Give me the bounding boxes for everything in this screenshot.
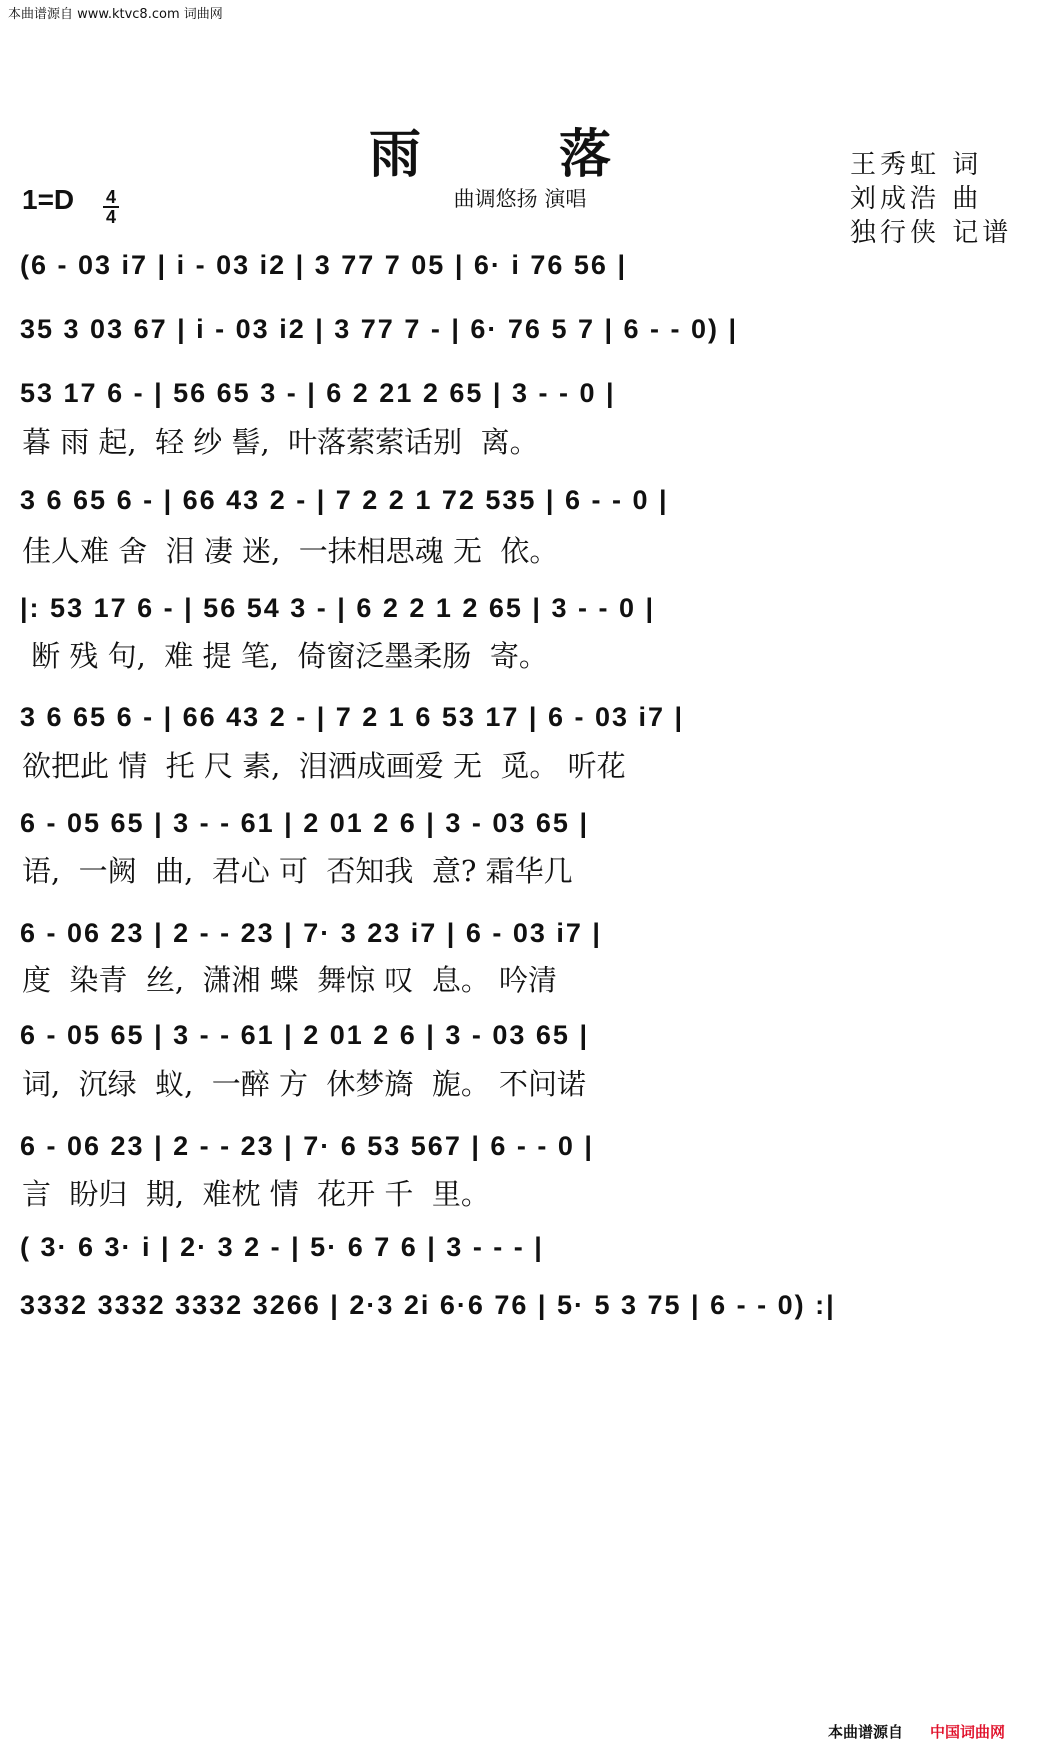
performer: 曲调悠扬 演唱 [453, 187, 587, 211]
lyric-row-9: 词, 沉绿 蚁, 一醉 方 休梦旖 旎。 不问诺 [22, 1067, 587, 1101]
composer-credit: 刘成浩 曲 [850, 184, 983, 214]
score-row-6: 3 6 65 6 - | 66 43 2 - | 7 2 1 6 53 17 | 6 - 03 i7 | [20, 702, 685, 732]
source-note: 本曲谱源自 www.ktvc8.com 词曲网 [8, 7, 223, 22]
transcriber-credit: 独行侠 记谱 [850, 218, 1013, 248]
time-sig-top: 4 [105, 187, 116, 207]
score-row-4: 3 6 65 6 - | 66 43 2 - | 7 2 2 1 72 535 | 6 - - 0 | [20, 485, 669, 515]
time-signature [103, 188, 119, 226]
song-title: 雨 落 [368, 124, 672, 185]
score-row-10: 6 - 06 23 | 2 - - 23 | 7· 6 53 567 | 6 - - 0 | [20, 1131, 594, 1161]
time-sig-bottom: 4 [105, 207, 116, 227]
lyric-row-8: 度 染青 丝, 潇湘 蝶 舞惊 叹 息。 吟清 [22, 963, 558, 997]
lyric-row-4: 佳人难 舍 泪 凄 迷, 一抹相思魂 无 依。 [22, 534, 559, 568]
footer-source-label: 本曲谱源自 [828, 1723, 904, 1741]
lyric-row-7: 语, 一阙 曲, 君心 可 否知我 意? 霜华几 [22, 854, 573, 888]
lyric-row-5: 断 残 句, 难 提 笔, 倚窗泛墨柔肠 寄。 [22, 639, 548, 673]
score-row-5: |: 53 17 6 - | 56 54 3 - | 6 2 2 1 2 65 | 3 - - 0 | [20, 593, 656, 623]
lyric-row-3: 暮 雨 起, 轻 纱 髻, 叶落萦萦话别 离。 [22, 425, 539, 459]
lyric-row-6: 欲把此 情 托 尺 素, 泪洒成画爱 无 觅。 听花 [22, 749, 626, 783]
score-row-1: (6 - 03 i7 | i - 03 i2 | 3 77 7 05 | 6· i 76 56 | [20, 250, 628, 280]
footer-site-link[interactable]: 中国词曲网 [930, 1723, 1006, 1741]
key-signature: 1=D [22, 184, 75, 215]
score-row-9: 6 - 05 65 | 3 - - 61 | 2 01 2 6 | 3 - 03 65 | [20, 1020, 589, 1050]
credits [850, 148, 1012, 250]
lyric-row-10: 言 盼归 期, 难枕 情 花开 千 里。 [22, 1177, 490, 1211]
score-row-7: 6 - 05 65 | 3 - - 61 | 2 01 2 6 | 3 - 03 65 | [20, 808, 589, 838]
score-row-2: 35 3 03 67 | i - 03 i2 | 3 77 7 - | 6· 76 5 7 | 6 - - 0) | [20, 314, 739, 344]
score-row-12: 3332 3332 3332 3266 | 2·3 2i 6·6 76 | 5· 5 3 75 | 6 - - 0) :| [20, 1290, 836, 1320]
score-row-11: ( 3· 6 3· i | 2· 3 2 - | 5· 6 7 6 | 3 - - - | [20, 1232, 544, 1262]
score-row-8: 6 - 06 23 | 2 - - 23 | 7· 3 23 i7 | 6 - 03 i7 | [20, 918, 602, 948]
lyricist-credit: 王秀虹 词 [850, 150, 983, 180]
score-row-3: 53 17 6 - | 56 65 3 - | 6 2 21 2 65 | 3 - - 0 | [20, 378, 616, 408]
